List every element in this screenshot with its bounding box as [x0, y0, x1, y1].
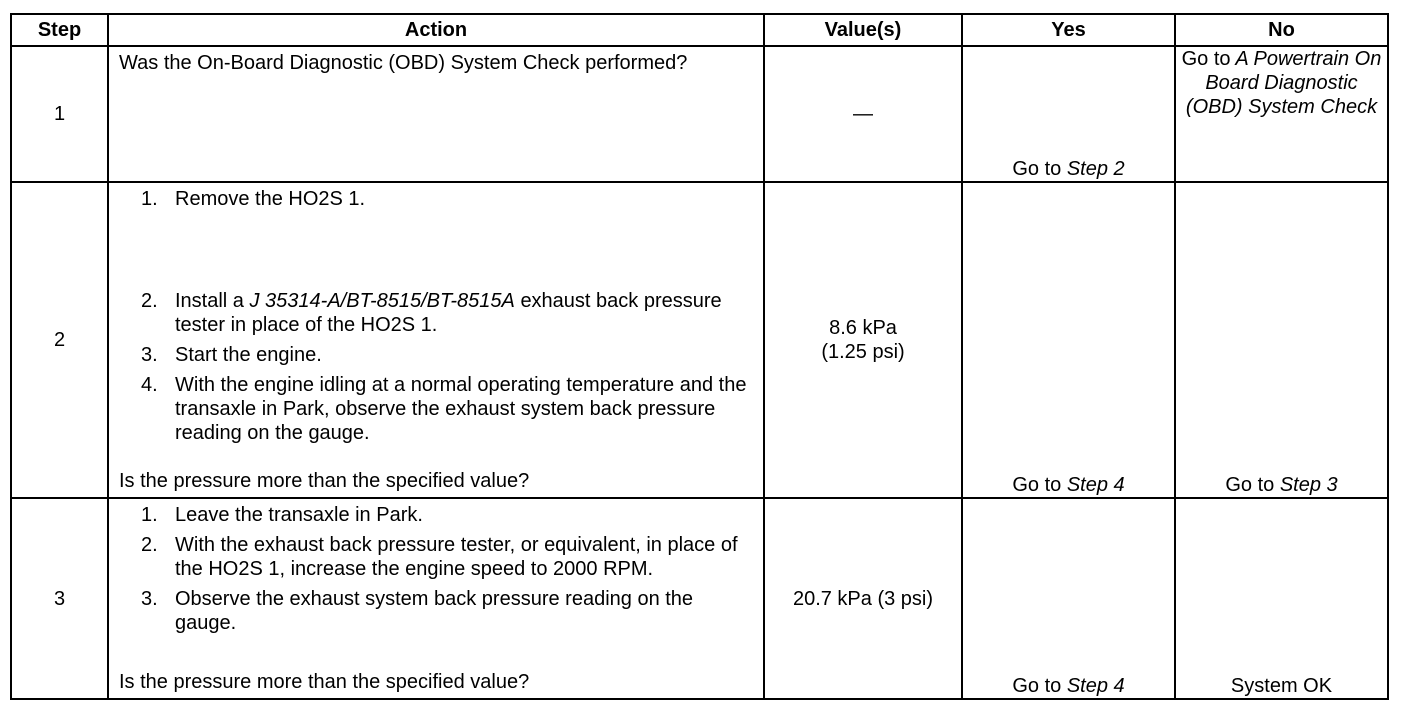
no-target-link: Step 3 [1279, 474, 1338, 496]
action-step-item [109, 533, 763, 581]
no-prefix: Go to [1225, 474, 1275, 496]
yes-target-link: Step 4 [1066, 675, 1125, 697]
step-item-number: 2. [141, 290, 158, 312]
tool-number: J 35314-A/BT-8515/BT-8515A [249, 290, 515, 312]
yes-prefix: Go to [1012, 158, 1062, 180]
yes-prefix: Go to [1012, 474, 1062, 496]
step-item-text: With the engine idling at a normal operating temperature and the transaxle in Park, observe the exhaust system back pressure reading on the gauge. [175, 374, 747, 444]
step-item-text: Remove the HO2S 1. [175, 188, 366, 210]
step-item-number: 1. [141, 188, 158, 210]
yes-prefix: Go to [1012, 675, 1062, 697]
yes-cell [962, 46, 1175, 182]
step-item-number: 4. [141, 374, 158, 396]
value-imperial: (1.25 psi) [821, 341, 905, 363]
table-row-step-3 [11, 498, 1388, 699]
value-cell: 20.7 kPa (3 psi) [764, 498, 962, 699]
action-step-item [109, 503, 763, 527]
step-number: 3 [11, 498, 108, 699]
value-cell [764, 182, 962, 498]
step-item-number: 2. [141, 534, 158, 556]
header-yes: Yes [962, 14, 1175, 46]
header-action: Action [108, 14, 764, 46]
header-no: No [1175, 14, 1388, 46]
action-question: Was the On-Board Diagnostic (OBD) System Check performed? [119, 52, 688, 74]
value-cell: — [764, 46, 962, 182]
step-item-number: 1. [141, 504, 158, 526]
action-cell [108, 182, 764, 498]
header-values: Value(s) [764, 14, 962, 46]
yes-cell [962, 498, 1175, 699]
action-question: Is the pressure more than the specified value? [119, 470, 530, 492]
action-step-item [109, 289, 763, 337]
step-item-text: Install a [175, 290, 244, 312]
action-step-item [109, 587, 763, 635]
step-item-text: Observe the exhaust system back pressure reading on the gauge. [175, 588, 694, 634]
step-item-number: 3. [141, 588, 158, 610]
step-item-number: 3. [141, 344, 158, 366]
action-step-list [109, 187, 763, 445]
step-item-text: Leave the transaxle in Park. [175, 504, 423, 526]
step-item-text: Start the engine. [175, 344, 322, 366]
yes-cell [962, 182, 1175, 498]
step-item-text: exhaust back pressure tester in place of the HO2S 1. [175, 290, 722, 336]
action-cell [108, 498, 764, 699]
table-row-step-1 [11, 46, 1388, 182]
step-number: 1 [11, 46, 108, 182]
step-number: 2 [11, 182, 108, 498]
no-cell [1175, 46, 1388, 182]
action-step-item [109, 373, 763, 445]
no-cell: System OK [1175, 498, 1388, 699]
diagnostic-table [10, 13, 1389, 700]
action-step-item [109, 343, 763, 367]
header-row [11, 14, 1388, 46]
action-step-list [109, 503, 763, 635]
yes-target-link: Step 2 [1066, 158, 1125, 180]
step-item-text: With the exhaust back pressure tester, or equivalent, in place of the HO2S 1, increase the engine speed to 2000 RPM. [175, 534, 738, 580]
table-row-step-2 [11, 182, 1388, 498]
header-step: Step [11, 14, 108, 46]
action-cell [108, 46, 764, 182]
value-metric: 8.6 kPa [829, 317, 897, 339]
yes-target-link: Step 4 [1066, 474, 1125, 496]
no-cell [1175, 182, 1388, 498]
action-question: Is the pressure more than the specified value? [119, 671, 530, 693]
action-step-item [109, 187, 763, 211]
no-target-link: A Powertrain On Board Diagnostic (OBD) System Check [1185, 48, 1382, 118]
no-prefix: Go to [1181, 48, 1231, 70]
